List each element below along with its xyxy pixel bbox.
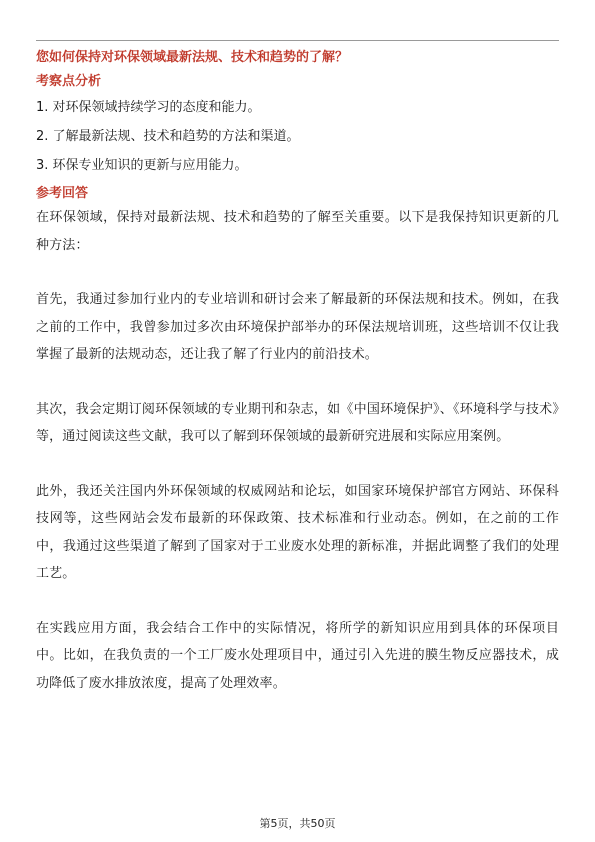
answer-paragraph: 此外，我还关注国内外环保领域的权威网站和论坛，如国家环境保护部官方网站、环保科技网等，这些网站会发布最新的环保政策、技术标准和行业动态。例如，在之前的工作中，我通过这些渠道了解到了国家对于工业废水处理的新标准，并据此调整了我们的处理工艺。	[36, 483, 559, 581]
answer-paragraph: 首先，我通过参加行业内的专业培训和研讨会来了解最新的环保法规和技术。例如，在我之前的工作中，我曾参加过多次由环境保护部举办的环保法规培训班，这些培训不仅让我掌握了最新的法规动态，还让我了解了行业内的前沿技术。	[36, 292, 559, 362]
analysis-title: 考察点分析	[36, 74, 102, 89]
answer-paragraph: 在环保领域，保持对最新法规、技术和趋势的了解至关重要。以下是我保持知识更新的几种方法：	[36, 210, 559, 253]
analysis-point: 1. 对环保领域持续学习的态度和能力。	[36, 100, 261, 115]
answer-paragraph: 在实践应用方面，我会结合工作中的实际情况，将所学的新知识应用到具体的环保项目中。比如，在我负责的一个工厂废水处理项目中，通过引入先进的膜生物反应器技术，成功降低了废水排放浓度，提高了处理效率。	[36, 620, 559, 691]
header-rule	[36, 40, 559, 41]
analysis-point: 3. 环保专业知识的更新与应用能力。	[36, 158, 248, 173]
answer-paragraph: 其次，我会定期订阅环保领域的专业期刊和杂志，如《中国环境保护》、《环境科学与技术》等，通过阅读这些文献，我可以了解到环保领域的最新研究进展和实际应用案例。	[36, 401, 559, 444]
answer-title: 参考回答	[36, 186, 89, 201]
analysis-point: 2. 了解最新法规、技术和趋势的方法和渠道。	[36, 129, 300, 144]
page-content	[36, 48, 559, 697]
page-number: 第5页，共50页	[259, 817, 336, 830]
question-heading: 您如何保持对环保领域最新法规、技术和趋势的了解？	[36, 50, 349, 65]
